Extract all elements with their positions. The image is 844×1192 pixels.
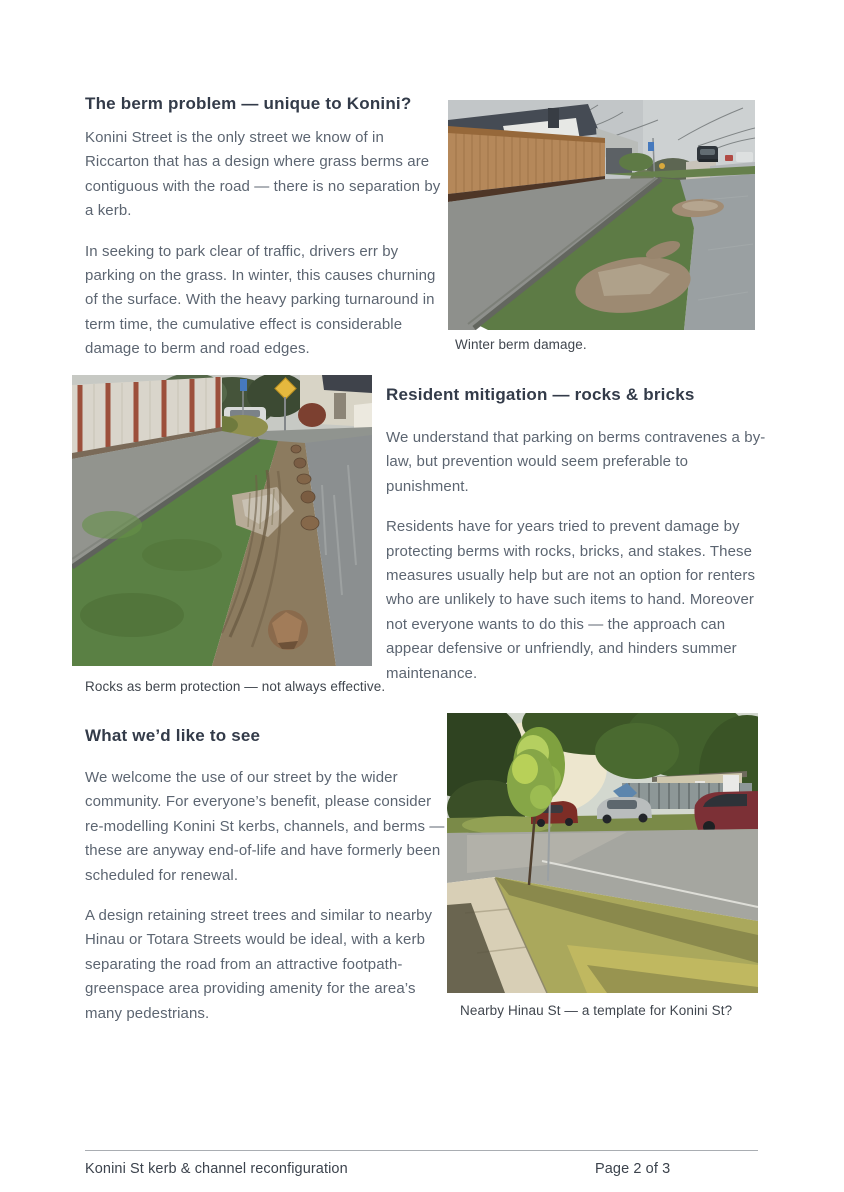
footer-page-number: Page 2 of 3 <box>595 1161 671 1177</box>
winter-berm-damage-illustration <box>448 100 755 330</box>
section3-heading: What we’d like to see <box>85 726 261 745</box>
section2-heading: Resident mitigation — rocks & bricks <box>386 385 695 404</box>
section1-body <box>85 126 447 378</box>
section3-paragraph-1: We welcome the use of our street by the wider community. For everyone’s benefit, please consider re-modelling Konini St kerbs, channels, and berms — these are anyway end-of-life and have formerly been scheduled for renewal. <box>85 769 445 884</box>
section1-paragraph-2: In seeking to park clear of traffic, drivers err by parking on the grass. In winter, this causes churning of the surface. With the heavy parking turnaround in term time, the cumulative effect is considerable damage to berm and road edges. <box>85 242 436 358</box>
hinau-st-photo <box>447 713 758 993</box>
rocks-berm-protection-photo <box>72 375 372 666</box>
section2-paragraph-1: We understand that parking on berms contravenes a by-law, but prevention would seem preferable to punishment. <box>386 429 766 495</box>
rocks-berm-protection-illustration <box>72 375 372 666</box>
hinau-st-illustration <box>447 713 758 993</box>
section1-heading: The berm problem — unique to Konini? <box>85 94 412 113</box>
section2-body <box>386 426 768 702</box>
hinau-st-caption: Nearby Hinau St — a template for Konini St? <box>460 1003 733 1018</box>
section2-paragraph-2: Residents have for years tried to prevent damage by protecting berms with rocks, bricks, and stakes. These measures usually help but are not an option for renters who are unlikely to have such items to hand. Moreover not everyone wants to do this — the approach can appear defensive or unfriendly, and hinders summer maintenance. <box>386 518 756 682</box>
footer-divider <box>85 1150 758 1151</box>
footer-document-title: Konini St kerb & channel reconfiguration <box>85 1161 348 1177</box>
winter-berm-damage-photo <box>448 100 755 330</box>
section3-body <box>85 766 449 1042</box>
section1-paragraph-1: Konini Street is the only street we know of in Riccarton that has a design where grass berms are contiguous with the road — there is no separation by a kerb. <box>85 129 441 220</box>
section3-paragraph-2: A design retaining street trees and similar to nearby Hinau or Totara Streets would be ideal, with a kerb separating the road from an attractive footpath-greenspace area providing amenity for the area’s many pedestrians. <box>85 907 433 1022</box>
winter-berm-damage-caption: Winter berm damage. <box>455 337 587 352</box>
rocks-berm-protection-caption: Rocks as berm protection — not always effective. <box>85 679 386 694</box>
